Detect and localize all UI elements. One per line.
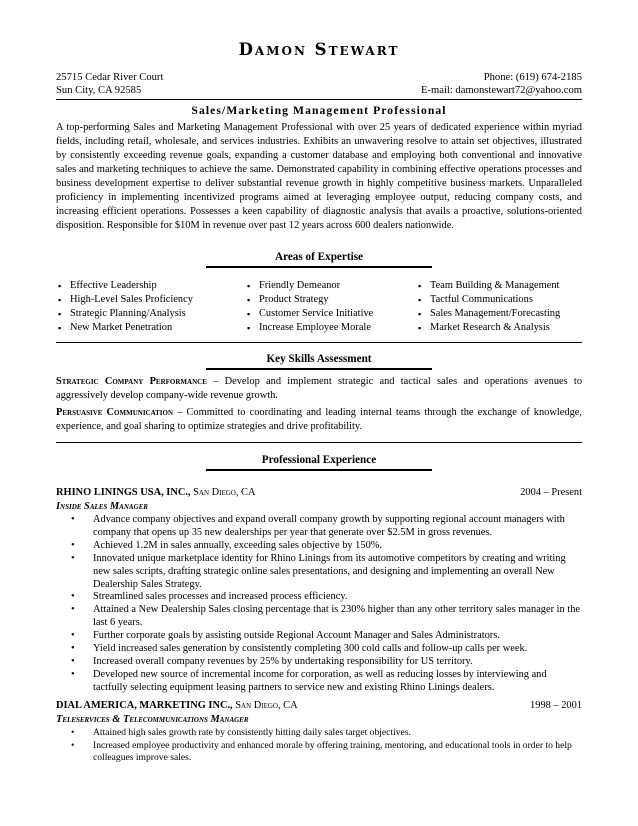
email[interactable]: E-mail: damonstewart72@yahoo.com [421,85,582,96]
list-item: ▪ Product Strategy [245,293,416,307]
list-item: ▪ Market Research & Analysis [416,321,582,335]
job-title: Teleservices & Telecommunications Manager [56,714,249,725]
summary-paragraph: A top-performing Sales and Marketing Management Professional with over 25 years of dedicated experience within myriad fields, including retail, wholesale, and services industries. Exhibits an unwavering resolve to attain set objectives, illustrated by consistently exceeding revenue goals, expanding a customer database and employing both conventional and innovative sales and marketing techniques to achieve the same. Demonstrated capability in combining effective operations processes and business development expertise to deliver substantial revenue growth in highly competitive business markets. Unparalleled proficiency in implementing incentivized programs aimed at leveraging employee output, reducing company costs, and increasing efficient operations. Possesses a keen capability of diagnostic analysis that avails a proactive, solutions-oriented disposition. Responsible for $10M in revenue over past 12 years across 600 dealers nationwide. [56,122,582,232]
job-title: Inside Sales Manager [56,501,148,512]
company-location: San Diego, CA [190,487,256,498]
list-item: • Further corporate goals by assisting outside Regional Account Manager and Sales Administrators. [93,630,582,643]
experience-rule [206,469,432,471]
list-item: • Attained high sales growth rate by consistently hitting daily sales target objectives. [93,727,582,740]
list-item: ▪ Customer Service Initiative [245,307,416,321]
list-item: ▪ Friendly Demeanor [245,279,416,293]
skill-label: Strategic Company Performance [56,376,207,387]
list-item: • Increased overall company revenues by 25% by undertaking responsibility for US territory. [93,656,582,669]
job-dates: 2004 – Present [520,487,582,498]
header-divider [56,99,582,100]
list-item: • Developed new source of incremental income for corporation, as well as reducing losses by interviewing and tactfully selecting equipment leasing partners to service new and existing Rhino Linings dealers. [93,669,582,695]
job-entry [56,487,582,695]
company-location: San Diego, CA [232,700,298,711]
experience-title: Professional Experience [261,454,377,466]
address-line-1: 25715 Cedar River Court [56,72,164,83]
candidate-name [0,40,638,60]
expertise-column-1 [56,279,245,335]
skill-item-1 [56,375,582,402]
job-bullets [56,727,582,765]
expertise-title: Areas of Expertise [274,251,364,263]
job-employer [56,487,255,501]
list-item: • Streamlined sales processes and increased process efficiency. [93,591,582,604]
list-item: ▪ Team Building & Management [416,279,582,293]
company-name: RHINO LININGS USA, INC., [56,487,191,498]
contact-block [56,71,582,97]
company-name: DIAL AMERICA, MARKETING INC., [56,700,233,711]
skill-item-2 [56,406,582,433]
expertise-rule [206,266,432,268]
list-item: ▪ New Market Penetration [56,321,245,335]
expertise-divider [56,342,582,343]
skill-text: – Develop and implement strategic and tactical sales and operations avenues to aggressively develop company-wide revenue growth. [56,376,583,401]
job-dates: 1998 – 2001 [530,700,582,711]
skill-label: Persuasive Communication [56,407,174,418]
skill-text: – Committed to coordinating and leading internal teams through the exchange of knowledge, experience, and goal sharing to optimize strategies and drive profitability. [56,407,582,432]
list-item: • Yield increased sales generation by consistently completing 300 cold calls and follow-up calls per week. [93,643,582,656]
list-item: • Innovated unique marketplace identity for Rhino Linings from its automotive competitors by creating and writing new sales scripts, drafting strategic online sales presentations, and designing and implementing an overall New Dealership Sales Strategy. [93,553,582,592]
skills-divider [56,442,582,443]
list-item: ▪ Sales Management/Forecasting [416,307,582,321]
candidate-name-text: Damon Stewart [238,40,400,59]
expertise-column-2 [245,279,416,335]
job-entry [56,700,582,765]
list-item: ▪ Tactful Communications [416,293,582,307]
list-item: ▪ Effective Leadership [56,279,245,293]
job-employer [56,700,298,714]
professional-headline: Sales/Marketing Management Professional [191,104,447,117]
expertise-column-3 [416,279,582,335]
list-item: ▪ Increase Employee Morale [245,321,416,335]
skills-rule [206,368,432,370]
skills-title: Key Skills Assessment [266,353,372,365]
job-bullets [56,514,582,695]
list-item: • Increased employee productivity and enhanced morale by offering training, mentoring, and educational tools in order to help colleagues improve sales. [93,740,582,765]
list-item: • Advance company objectives and expand overall company growth by supporting regional account managers with company that opens up 35 new dealerships per year that generate over $2.5M in gross revenues. [93,514,582,540]
list-item: • Attained a New Dealership Sales closing percentage that is 230% higher than any other territory sales manager in the last 6 years. [93,604,582,630]
phone: Phone: (619) 674-2185 [483,72,582,83]
list-item: • Achieved 1.2M in sales annually, exceeding sales objective by 150%. [93,540,582,553]
list-item: ▪ Strategic Planning/Analysis [56,307,245,321]
address-line-2: Sun City, CA 92585 [56,85,142,96]
list-item: ▪ High-Level Sales Proficiency [56,293,245,307]
expertise-list [56,279,582,335]
